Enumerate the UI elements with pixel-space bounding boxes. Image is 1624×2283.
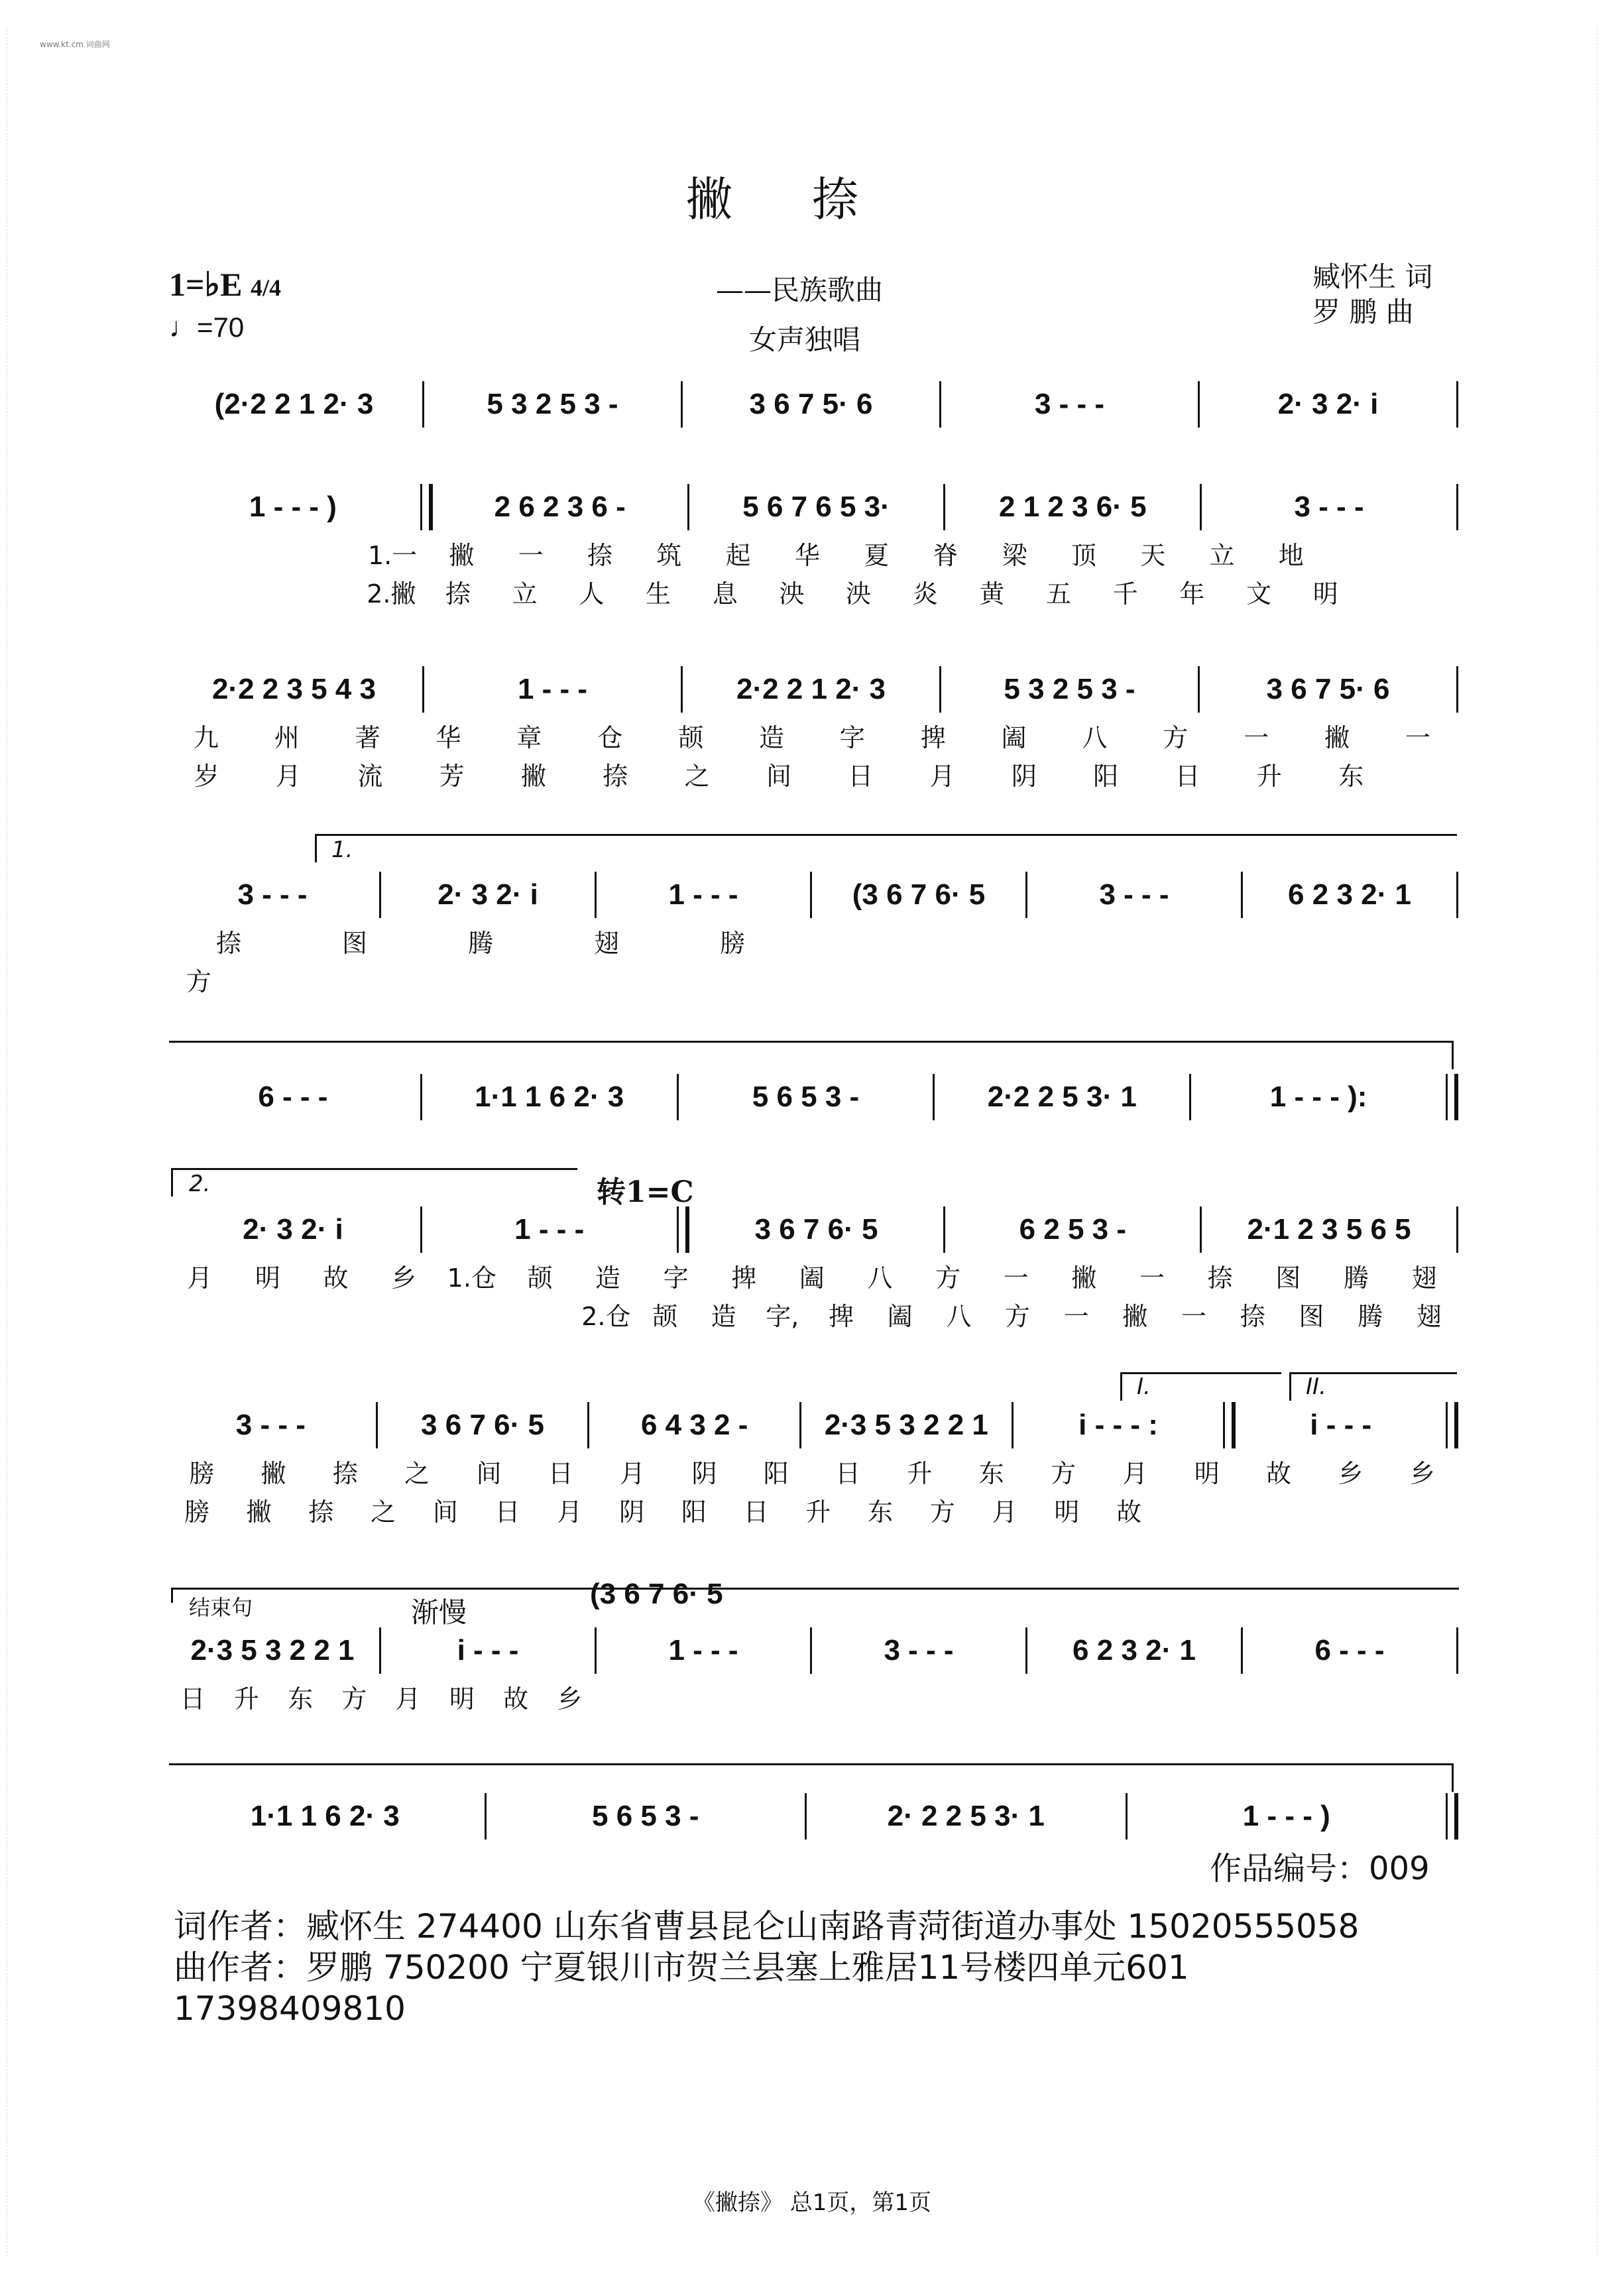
lyric-syllable: 九 — [193, 723, 219, 752]
lyric-syllable: 捭 — [920, 723, 946, 752]
lyric-syllable: 八 — [1082, 723, 1108, 752]
lyric-syllable: 岁 — [194, 761, 219, 791]
lyric-syllable: 明 — [1054, 1497, 1080, 1527]
lyric-syllable: 梁 — [1002, 540, 1027, 570]
measure: 2· 3 2· i — [243, 1213, 343, 1246]
accompaniment-overlay: (3 6 7 6· 5 — [590, 1578, 723, 1610]
volta-label: 2. — [189, 1171, 211, 1197]
measure: 2·3 5 3 2 2 1 — [190, 1634, 355, 1667]
lyric-syllable: 八 — [946, 1301, 972, 1331]
lyricist-credit: 臧怀生 词 — [1312, 261, 1433, 293]
lyric-syllable: 日 — [835, 1458, 861, 1488]
lyric-syllable: 翅 — [1411, 1263, 1437, 1293]
lyric-syllable: 捺 — [332, 1458, 358, 1488]
volta-label: II. — [1306, 1374, 1326, 1400]
lyric-syllable: 颉 — [652, 1301, 678, 1331]
lyrics-verse-1 — [166, 1677, 1458, 1716]
measure: 1 - - - — [514, 1213, 585, 1246]
lyric-syllable: 脊 — [933, 540, 958, 570]
lyric-syllable: 一 — [518, 540, 544, 570]
measure: 3 - - - — [1034, 388, 1105, 420]
measure: 3 6 7 6· 5 — [754, 1213, 878, 1246]
lyric-syllable: 翅 — [1416, 1301, 1442, 1331]
measure: 3 - - - — [1294, 491, 1364, 523]
measure: 1 - - - ) — [1242, 1800, 1330, 1832]
tempo-mark: ♩=70 — [169, 312, 245, 343]
lyric-syllable: 乡 — [557, 1684, 583, 1714]
lyric-syllable: 2.仓 — [581, 1301, 631, 1331]
lyric-syllable: 升 — [805, 1497, 831, 1527]
lyrics-verse-1 — [166, 534, 1458, 572]
work-number: 作品编号：009 — [1210, 1850, 1430, 1887]
lyric-syllable: 方 — [1051, 1458, 1076, 1488]
lyric-syllable: 东 — [978, 1458, 1004, 1488]
lyric-syllable: 之 — [371, 1497, 396, 1527]
corner-watermark: www.kt.cm 词曲网 — [40, 40, 110, 49]
measure: 5 6 5 3 - — [592, 1800, 699, 1832]
lyric-syllable: 1.仓 — [447, 1263, 496, 1293]
lyric-syllable: 升 — [233, 1684, 259, 1714]
lyric-syllable: 字 — [663, 1263, 689, 1293]
lyric-syllable: 东 — [868, 1497, 894, 1527]
measure: 1·1 1 6 2· 3 — [475, 1081, 624, 1113]
lyric-syllable: 顶 — [1071, 540, 1096, 570]
measure: i - - - — [1310, 1409, 1372, 1441]
measure: 6 - - - — [1314, 1634, 1385, 1667]
lyric-syllable: 字 — [839, 723, 865, 752]
measure: 5 3 2 5 3 - — [487, 388, 618, 420]
lyric-syllable: 明 — [449, 1684, 475, 1714]
lyric-syllable: 颉 — [678, 723, 704, 752]
lyric-syllable: 人 — [579, 579, 605, 609]
lyric-syllable: 撇 — [1122, 1301, 1148, 1331]
measure: 2·1 2 3 5 6 5 — [1247, 1213, 1411, 1246]
lyric-syllable: 故 — [1116, 1497, 1142, 1527]
lyric-syllable: 故 — [503, 1684, 529, 1714]
lyric-syllable: 一 — [1003, 1263, 1029, 1293]
lyric-syllable: 日 — [1175, 761, 1200, 791]
lyric-syllable: 日 — [743, 1497, 769, 1527]
lyric-syllable: 文 — [1246, 579, 1272, 609]
lyric-syllable: 捭 — [731, 1263, 757, 1293]
volta-bracket-2 — [171, 1168, 577, 1197]
lyric-syllable: 泱 — [779, 579, 805, 609]
lyric-syllable: 明 — [255, 1263, 280, 1293]
lyric-syllable: 著 — [355, 723, 380, 752]
lyric-syllable: 之 — [684, 761, 710, 791]
measure: 1 - - - — [517, 673, 588, 705]
lyric-syllable: 日 — [494, 1497, 520, 1527]
lyrics-verse-2 — [166, 754, 1458, 793]
measure: 3 - - - — [237, 878, 308, 911]
lyric-syllable: 乡 — [1338, 1458, 1363, 1488]
measure: 2 1 2 3 6· 5 — [998, 491, 1147, 523]
lyric-syllable: 月 — [395, 1684, 421, 1714]
lyric-syllable: 一 — [1139, 1263, 1165, 1293]
lyric-syllable: 起 — [725, 540, 751, 570]
lyric-syllable: 一 — [1244, 723, 1269, 752]
lyrics-verse-2 — [166, 572, 1458, 611]
ending-bracket — [171, 1588, 1459, 1603]
lyric-syllable: 故 — [1266, 1458, 1292, 1488]
genre-label: ——民族歌曲 — [716, 274, 884, 306]
score-system-4 — [166, 868, 1458, 998]
lyric-syllable: 造 — [711, 1301, 736, 1331]
lyric-syllable: 日 — [548, 1458, 573, 1488]
lyric-syllable: 故 — [323, 1263, 349, 1293]
measure: 1·1 1 6 2· 3 — [250, 1800, 400, 1832]
lyric-syllable: 升 — [907, 1458, 933, 1488]
measure: 3 6 7 5· 6 — [1266, 673, 1390, 705]
lyric-syllable: 芳 — [439, 761, 465, 791]
lyric-syllable: 乡 — [391, 1263, 417, 1293]
measure: 2 6 2 3 6 - — [494, 491, 626, 523]
lyricist-contact: 词作者：臧怀生 274400 山东省曹县昆仑山南路青菏街道办事处 15020555058 — [174, 1907, 1360, 1946]
lyric-syllable: 炎 — [912, 579, 938, 609]
lyric-syllable: 一 — [1063, 1301, 1089, 1331]
lyric-syllable: 月 — [992, 1497, 1017, 1527]
lyrics-verse-1 — [166, 1256, 1458, 1295]
lyric-syllable: 撇 — [246, 1497, 272, 1527]
composer-contact: 曲作者：罗鹏 750200 宁夏银川市贺兰县塞上雅居11号楼四单元601 — [174, 1948, 1189, 1987]
left-margin-decoration — [7, 27, 27, 2256]
measure: 2· 2 2 5 3· 1 — [887, 1800, 1045, 1832]
lyric-syllable: 捭 — [829, 1301, 854, 1331]
lyric-syllable: 东 — [288, 1684, 314, 1714]
credits-block — [174, 1906, 1359, 2029]
lyric-syllable: 方 — [1005, 1301, 1031, 1331]
score-system-9 — [166, 1790, 1458, 1843]
lyric-syllable: 捺 — [308, 1497, 334, 1527]
lyric-syllable: 捺 — [1240, 1301, 1265, 1331]
lyric-syllable: 阖 — [887, 1301, 913, 1331]
measure: 6 2 3 2· 1 — [1073, 1634, 1196, 1667]
right-margin-decoration — [1597, 27, 1617, 2256]
measure: 1 - - - — [668, 878, 738, 911]
lyrics-verse-2 — [166, 1490, 1458, 1529]
lyric-syllable: 章 — [516, 723, 542, 752]
lyric-syllable: 1.一 — [368, 540, 418, 570]
lyric-syllable: 捺 — [1207, 1263, 1233, 1293]
lyric-syllable: 腾 — [1358, 1301, 1383, 1331]
lyric-syllable: 升 — [1256, 761, 1282, 791]
lyric-syllable: 阴 — [691, 1458, 717, 1488]
measure: 1 - - - ): — [1269, 1081, 1367, 1113]
lyric-syllable: 2.撇 — [367, 579, 416, 609]
lyric-syllable: 方 — [341, 1684, 367, 1714]
lyric-syllable: 翅 — [593, 928, 619, 958]
lyric-syllable: 息 — [712, 579, 738, 609]
lyrics-verse-1 — [166, 716, 1458, 754]
measure: 3 6 7 5· 6 — [749, 388, 873, 420]
measure: (2·2 2 1 2· 3 — [214, 388, 374, 420]
lyric-syllable: 月 — [1122, 1458, 1148, 1488]
lyric-syllable: 阴 — [619, 1497, 645, 1527]
measure: 6 - - - — [258, 1081, 328, 1113]
lyric-syllable: 捺 — [215, 928, 241, 958]
lyric-syllable: 泱 — [846, 579, 872, 609]
lyric-syllable: 月 — [275, 761, 301, 791]
measure: 3 6 7 6· 5 — [421, 1409, 544, 1441]
lyric-syllable: 明 — [1194, 1458, 1220, 1488]
lyric-syllable: 乡 — [1409, 1458, 1435, 1488]
lyric-syllable: 腾 — [467, 928, 493, 958]
measure: (3 6 7 6· 5 — [852, 878, 986, 911]
lyric-syllable: 膀 — [719, 928, 745, 958]
lyric-syllable: 图 — [341, 928, 367, 958]
score-system-3 — [166, 663, 1458, 793]
measure: 3 - - - — [235, 1409, 306, 1441]
volta-label: 1. — [331, 837, 353, 863]
lyric-syllable: 月 — [929, 761, 955, 791]
lyric-syllable: 阳 — [681, 1497, 707, 1527]
lyric-syllable: 州 — [274, 723, 300, 752]
measure: 3 - - - — [1099, 878, 1169, 911]
lyric-syllable: 筑 — [656, 540, 682, 570]
lyric-syllable: 阳 — [763, 1458, 789, 1488]
measure: i - - - — [457, 1634, 519, 1667]
lyric-syllable: 天 — [1140, 540, 1166, 570]
time-signature: 4/4 — [250, 274, 281, 301]
lyric-syllable: 阖 — [799, 1263, 825, 1293]
lyric-syllable: 月 — [620, 1458, 646, 1488]
score-system-5 — [166, 1071, 1458, 1124]
lyric-syllable: 间 — [766, 761, 791, 791]
volta-label: I. — [1137, 1374, 1151, 1400]
lyric-syllable: 华 — [794, 540, 820, 570]
lyric-syllable: 日 — [848, 761, 874, 791]
lyric-syllable: 月 — [557, 1497, 583, 1527]
measure: 2· 3 2· i — [1277, 388, 1379, 420]
lyric-syllable: 八 — [867, 1263, 893, 1293]
measure: 6 2 3 2· 1 — [1288, 878, 1411, 911]
key-signature: 1=♭E — [169, 266, 243, 303]
lyric-syllable: 图 — [1299, 1301, 1324, 1331]
lyric-syllable: 日 — [180, 1684, 205, 1714]
measure: 2·3 5 3 2 2 1 — [824, 1409, 988, 1441]
score-system-8 — [166, 1624, 1458, 1716]
lyric-syllable: 立 — [1209, 540, 1235, 570]
measure: 2·2 2 3 5 4 3 — [211, 673, 377, 705]
measure: 5 6 5 3 - — [752, 1081, 860, 1113]
lyric-syllable: 膀 — [189, 1458, 215, 1488]
ending-bracket-end — [169, 1763, 1454, 1792]
lyric-syllable: 方 — [1163, 723, 1189, 752]
ritardando-mark: 渐慢 — [411, 1596, 467, 1629]
measure: 6 4 3 2 - — [640, 1409, 748, 1441]
lyric-syllable: 撇 — [1324, 723, 1350, 752]
lyric-syllable: 仓 — [597, 723, 623, 752]
composer-phone: 17398409810 — [174, 1989, 406, 2028]
lyric-syllable: 撇 — [1071, 1263, 1097, 1293]
lyric-syllable: 阖 — [1001, 723, 1027, 752]
measure: 2·2 2 5 3· 1 — [987, 1081, 1137, 1113]
lyric-syllable: 月 — [187, 1263, 213, 1293]
lyric-syllable: 间 — [476, 1458, 502, 1488]
measure: 1 - - - — [668, 1634, 738, 1667]
lyric-syllable: 方 — [935, 1263, 961, 1293]
performer-label: 女声独唱 — [749, 323, 861, 356]
lyrics-verse-2 — [166, 960, 1458, 998]
lyric-syllable: 撇 — [520, 761, 546, 791]
lyric-syllable: 年 — [1179, 579, 1205, 609]
lyric-syllable: 颉 — [527, 1263, 553, 1293]
lyric-syllable: 捺 — [603, 761, 628, 791]
lyric-syllable: 捺 — [587, 540, 612, 570]
lyric-syllable: 捺 — [445, 579, 471, 609]
volta-bracket-1-end — [169, 1041, 1454, 1069]
lyric-syllable: 造 — [595, 1263, 621, 1293]
lyric-syllable: 夏 — [864, 540, 890, 570]
lyric-syllable: 明 — [1312, 579, 1338, 609]
lyrics-verse-1 — [166, 921, 1458, 960]
page-footer: 《撇捺》 总1页，第1页 — [692, 2190, 932, 2216]
lyric-syllable: 生 — [646, 579, 671, 609]
measure: 2· 3 2· i — [437, 878, 538, 911]
song-title: 撇捺 — [686, 172, 938, 227]
lyric-syllable: 腾 — [1343, 1263, 1369, 1293]
modulation-mark: 转1=C — [597, 1175, 694, 1209]
lyric-syllable: 一 — [1405, 723, 1431, 752]
lyric-syllable: 流 — [357, 761, 383, 791]
measure: 5 6 7 6 5 3· — [742, 491, 890, 523]
score-system-2 — [166, 481, 1458, 611]
lyric-syllable: 方 — [929, 1497, 955, 1527]
measure: 1 - - - ) — [249, 491, 337, 523]
score-system-7 — [166, 1399, 1458, 1529]
lyric-syllable: 华 — [435, 723, 461, 752]
score-system-1 — [166, 378, 1458, 431]
lyric-syllable: 之 — [404, 1458, 430, 1488]
lyric-syllable: 撇 — [449, 540, 475, 570]
score-system-6 — [166, 1203, 1458, 1333]
composer-credit: 罗 鹏 曲 — [1312, 296, 1414, 328]
lyrics-verse-2 — [166, 1295, 1458, 1333]
lyric-syllable: 方 — [186, 966, 211, 996]
lyric-syllable: 黄 — [979, 579, 1005, 609]
volta-bracket-1 — [315, 834, 1457, 862]
lyric-syllable: 图 — [1275, 1263, 1301, 1293]
lyric-syllable: 立 — [512, 579, 538, 609]
measure: i - - - : — [1078, 1409, 1158, 1441]
lyric-syllable: 一 — [1181, 1301, 1207, 1331]
lyric-syllable: 阳 — [1093, 761, 1119, 791]
measure: 6 2 5 3 - — [1019, 1213, 1126, 1246]
lyric-syllable: 膀 — [184, 1497, 209, 1527]
ending-label: 结束句 — [189, 1595, 253, 1620]
measure: 3 - - - — [884, 1634, 954, 1667]
lyric-syllable: 五 — [1046, 579, 1072, 609]
lyric-syllable: 造 — [759, 723, 785, 752]
lyric-syllable: 地 — [1278, 540, 1304, 570]
measure: 5 3 2 5 3 - — [1004, 673, 1135, 705]
lyric-syllable: 千 — [1112, 579, 1138, 609]
lyric-syllable: 间 — [432, 1497, 458, 1527]
lyrics-verse-1 — [166, 1452, 1458, 1490]
lyric-syllable: 东 — [1338, 761, 1364, 791]
lyric-syllable: 字, — [766, 1301, 799, 1331]
lyric-syllable: 撇 — [261, 1458, 286, 1488]
lyric-syllable: 阴 — [1011, 761, 1037, 791]
measure: 2·2 2 1 2· 3 — [736, 673, 886, 705]
